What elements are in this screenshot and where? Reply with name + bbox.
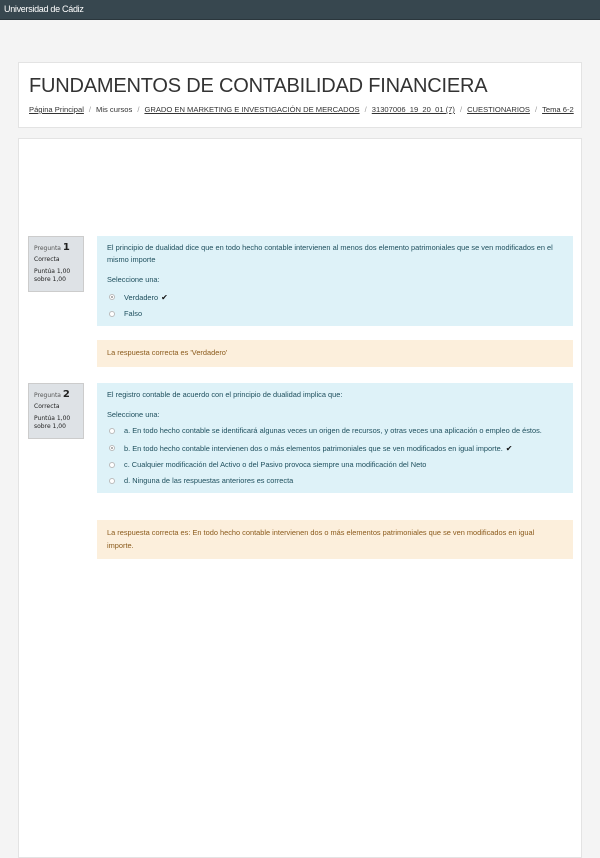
breadcrumb-item: Mis cursos	[96, 105, 133, 114]
feedback-correct-answer: La respuesta correcta es 'Verdadero'	[97, 340, 573, 367]
breadcrumb-separator: /	[88, 105, 92, 114]
answer-option-text: Verdadero	[124, 292, 159, 302]
answer-option[interactable]	[107, 425, 563, 437]
radio-button[interactable]	[109, 311, 115, 317]
question-number-value: 1	[62, 242, 70, 253]
radio-button[interactable]	[109, 445, 115, 451]
answer-option[interactable]	[107, 442, 563, 455]
question-number-value: 2	[62, 389, 70, 400]
question-number	[34, 241, 78, 254]
question-content	[97, 236, 573, 326]
breadcrumb-item[interactable]: CUESTIONARIOS	[467, 105, 530, 114]
breadcrumb-item[interactable]: 31307006_19_20_01 (7)	[371, 105, 455, 114]
question-info	[28, 236, 84, 292]
breadcrumb-item[interactable]: Tema 6-2	[542, 105, 574, 114]
breadcrumb-separator: /	[137, 105, 140, 114]
answer-prompt: Seleccione una:	[107, 410, 160, 420]
answer-option[interactable]	[107, 459, 563, 471]
question-label: Pregunta	[34, 392, 61, 399]
answer-option-text: a. En todo hecho contable se identificará algunas veces un origen de recursos, y otras veces una aplicación o empleo de éstos.	[124, 426, 542, 436]
top-navbar	[0, 0, 600, 20]
question-info	[28, 383, 84, 439]
breadcrumb-separator: /	[534, 105, 538, 114]
question-state: Correcta	[34, 256, 60, 263]
breadcrumb-separator: /	[459, 105, 463, 114]
answer-option-text: c. Cualquier modificación del Activo o del Pasivo provoca siempre una modificación del Neto	[124, 459, 427, 469]
checkmark-icon: ✔	[161, 292, 168, 302]
answer-option[interactable]	[107, 475, 563, 487]
question-text: El registro contable de acuerdo con el principio de dualidad implica que:	[107, 390, 343, 399]
breadcrumb-item[interactable]: Página Principal	[29, 105, 84, 114]
question-number	[34, 388, 78, 401]
checkmark-icon: ✔	[505, 443, 513, 453]
answer-option[interactable]	[107, 291, 563, 304]
radio-button[interactable]	[109, 462, 115, 468]
breadcrumb-item[interactable]: GRADO EN MARKETING E INVESTIGACIÓN DE MERCADOS	[144, 105, 360, 114]
question-state: Correcta	[34, 403, 60, 410]
radio-button[interactable]	[109, 428, 115, 434]
question-grade: Puntúa 1,00 sobre 1,00	[34, 267, 71, 283]
question-label: Pregunta	[34, 245, 61, 252]
radio-button[interactable]	[109, 478, 115, 484]
question-content	[97, 383, 573, 493]
feedback-correct-answer: La respuesta correcta es: En todo hecho contable intervienen dos o más elementos patrimoniales que se ven modificados en igual importe.	[97, 520, 573, 559]
answer-option[interactable]	[107, 308, 563, 320]
radio-button[interactable]	[109, 294, 115, 300]
question-grade: Puntúa 1,00 sobre 1,00	[34, 414, 71, 430]
page-header	[18, 62, 582, 128]
question-text: El principio de dualidad dice que en todo hecho contable intervienen al menos dos elemento patrimoniales que se ven modificados en el mismo importe	[107, 243, 553, 265]
breadcrumb	[29, 105, 574, 114]
answer-prompt: Seleccione una:	[107, 275, 160, 285]
page-title: FUNDAMENTOS DE CONTABILIDAD FINANCIERA	[29, 75, 488, 97]
quiz-review	[18, 138, 582, 858]
brand-logo[interactable]: Universidad de Cádiz	[4, 4, 84, 14]
breadcrumb-separator: /	[364, 105, 367, 114]
answer-option-text: Falso	[124, 308, 143, 318]
answer-option-text: b. En todo hecho contable intervienen dos o más elementos patrimoniales que se ven modificados en igual importe.	[124, 443, 503, 453]
answer-option-text: d. Ninguna de las respuestas anteriores es correcta	[124, 476, 294, 486]
